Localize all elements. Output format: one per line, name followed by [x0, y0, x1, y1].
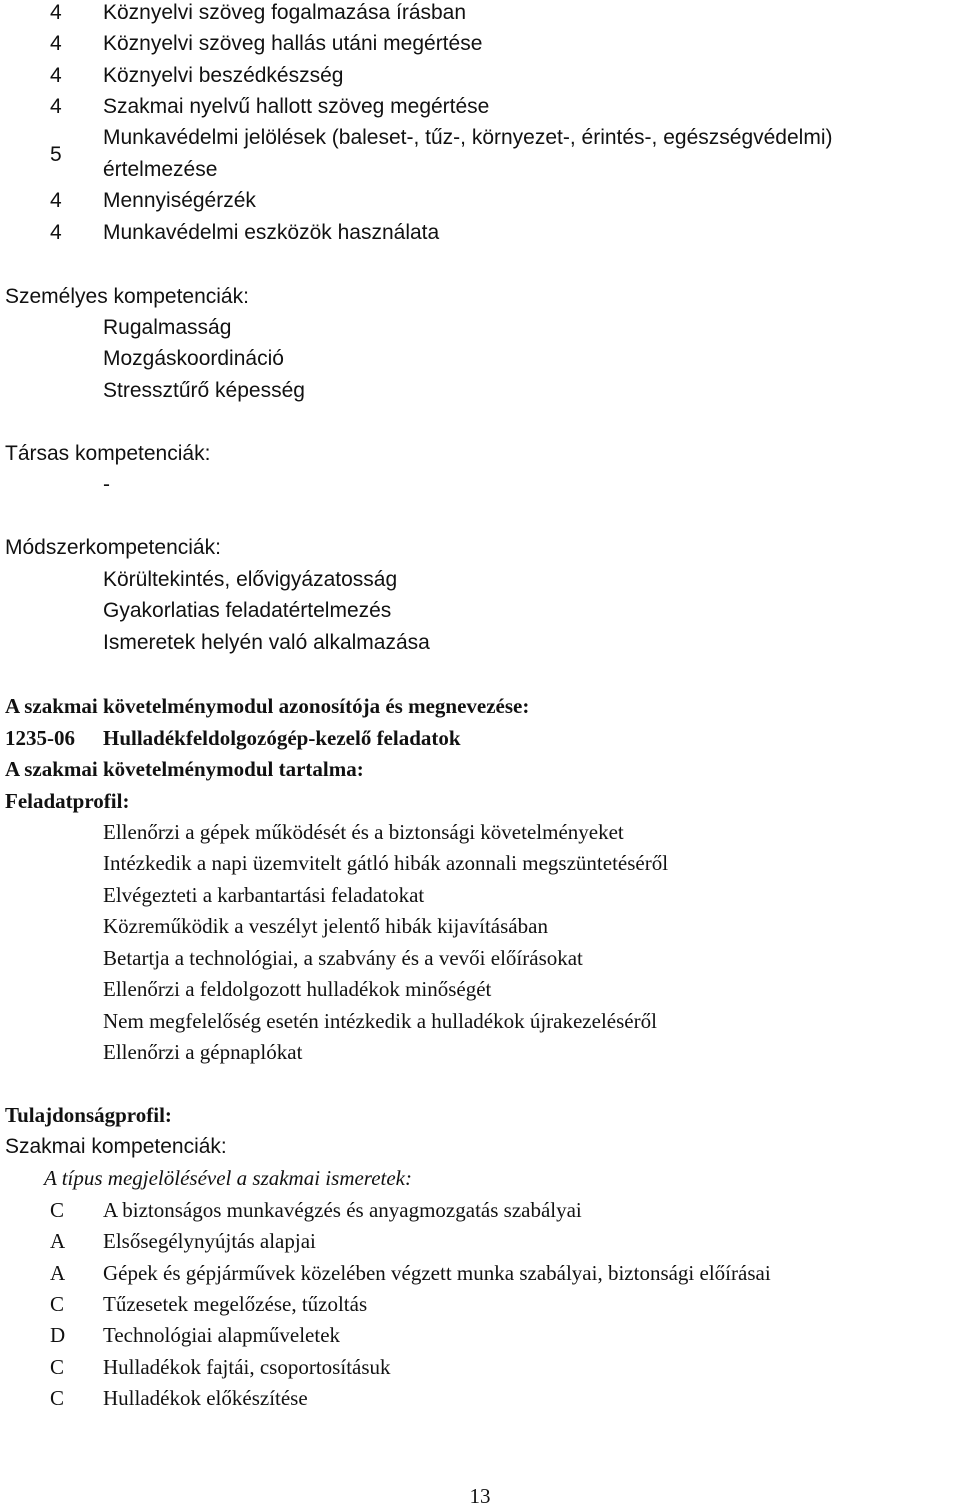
task-item: Nem megfelelőség esetén intézkedik a hulladékok újrakezeléséről [103, 1009, 657, 1033]
skill-level: 4 [50, 64, 62, 87]
skill-level: 4 [50, 32, 62, 55]
module-id-heading: A szakmai követelménymodul azonosítója és megnevezése: [5, 694, 530, 718]
skill-text: Köznyelvi szöveg fogalmazása írásban [103, 1, 467, 24]
task-item: Intézkedik a napi üzemvitelt gátló hibák azonnali megszüntetéséről [103, 851, 669, 875]
knowledge-type: A [50, 1229, 66, 1253]
page-number: 13 [469, 1484, 491, 1508]
task-item: Ellenőrzi a feldolgozott hulladékok minőségét [103, 977, 492, 1001]
module-id: 1235-06 [5, 726, 75, 750]
professional-competences-heading: Szakmai kompetenciák: [5, 1135, 227, 1158]
skill-level: 5 [50, 143, 62, 166]
skill-text-continued: értelmezése [103, 158, 218, 181]
skill-level: 4 [50, 95, 62, 118]
property-profile-heading: Tulajdonságprofil: [5, 1103, 172, 1127]
module-name: Hulladékfeldolgozógép-kezelő feladatok [103, 726, 461, 750]
knowledge-text: Elsősegélynyújtás alapjai [103, 1229, 316, 1253]
knowledge-text: Technológiai alapműveletek [103, 1323, 341, 1347]
knowledge-text: Hulladékok előkészítése [103, 1386, 308, 1410]
skill-level: 4 [50, 1, 62, 24]
social-competences-heading: Társas kompetenciák: [5, 442, 211, 465]
knowledge-type: C [50, 1386, 65, 1410]
skill-text: Munkavédelmi eszközök használata [103, 221, 440, 244]
skill-text: Mennyiségérzék [103, 189, 256, 212]
task-profile-heading: Feladatprofil: [5, 789, 130, 813]
knowledge-type-heading: A típus megjelölésével a szakmai ismeretek: [44, 1166, 412, 1190]
personal-competences-heading: Személyes kompetenciák: [5, 285, 249, 308]
task-item: Közreműködik a veszélyt jelentő hibák kijavításában [103, 914, 548, 938]
method-competence-item: Gyakorlatias feladatértelmezés [103, 599, 392, 622]
skill-text: Köznyelvi beszédkészség [103, 64, 344, 87]
skill-level: 4 [50, 189, 62, 212]
skill-text: Munkavédelmi jelölések (baleset-, tűz-, környezet-, érintés-, egészségvédelmi) [103, 126, 833, 149]
knowledge-type: A [50, 1261, 66, 1285]
personal-competence-item: Rugalmasság [103, 316, 232, 339]
personal-competence-item: Mozgáskoordináció [103, 347, 284, 370]
method-competence-item: Ismeretek helyén való alkalmazása [103, 631, 430, 654]
task-item: Ellenőrzi a gépnaplókat [103, 1040, 303, 1064]
knowledge-text: Tűzesetek megelőzése, tűzoltás [103, 1292, 368, 1316]
knowledge-type: C [50, 1355, 65, 1379]
knowledge-text: Hulladékok fajtái, csoportosításuk [103, 1355, 391, 1379]
skill-text: Szakmai nyelvű hallott szöveg megértése [103, 95, 490, 118]
method-competence-item: Körültekintés, elővigyázatosság [103, 568, 398, 591]
skill-text: Köznyelvi szöveg hallás utáni megértése [103, 32, 483, 55]
task-item: Elvégezteti a karbantartási feladatokat [103, 883, 425, 907]
social-competence-item: - [103, 473, 110, 496]
task-item: Ellenőrzi a gépek működését és a biztonsági követelményeket [103, 820, 624, 844]
knowledge-type: D [50, 1323, 66, 1347]
task-item: Betartja a technológiai, a szabvány és a vevői előírásokat [103, 946, 583, 970]
method-competences-heading: Módszerkompetenciák: [5, 536, 221, 559]
knowledge-text: A biztonságos munkavégzés és anyagmozgatás szabályai [103, 1198, 582, 1222]
knowledge-type: C [50, 1292, 65, 1316]
personal-competence-item: Stressztűrő képesség [103, 379, 305, 402]
module-content-heading: A szakmai követelménymodul tartalma: [5, 757, 364, 781]
skill-level: 4 [50, 221, 62, 244]
knowledge-type: C [50, 1198, 65, 1222]
knowledge-text: Gépek és gépjárművek közelében végzett munka szabályai, biztonsági előírásai [103, 1261, 771, 1285]
